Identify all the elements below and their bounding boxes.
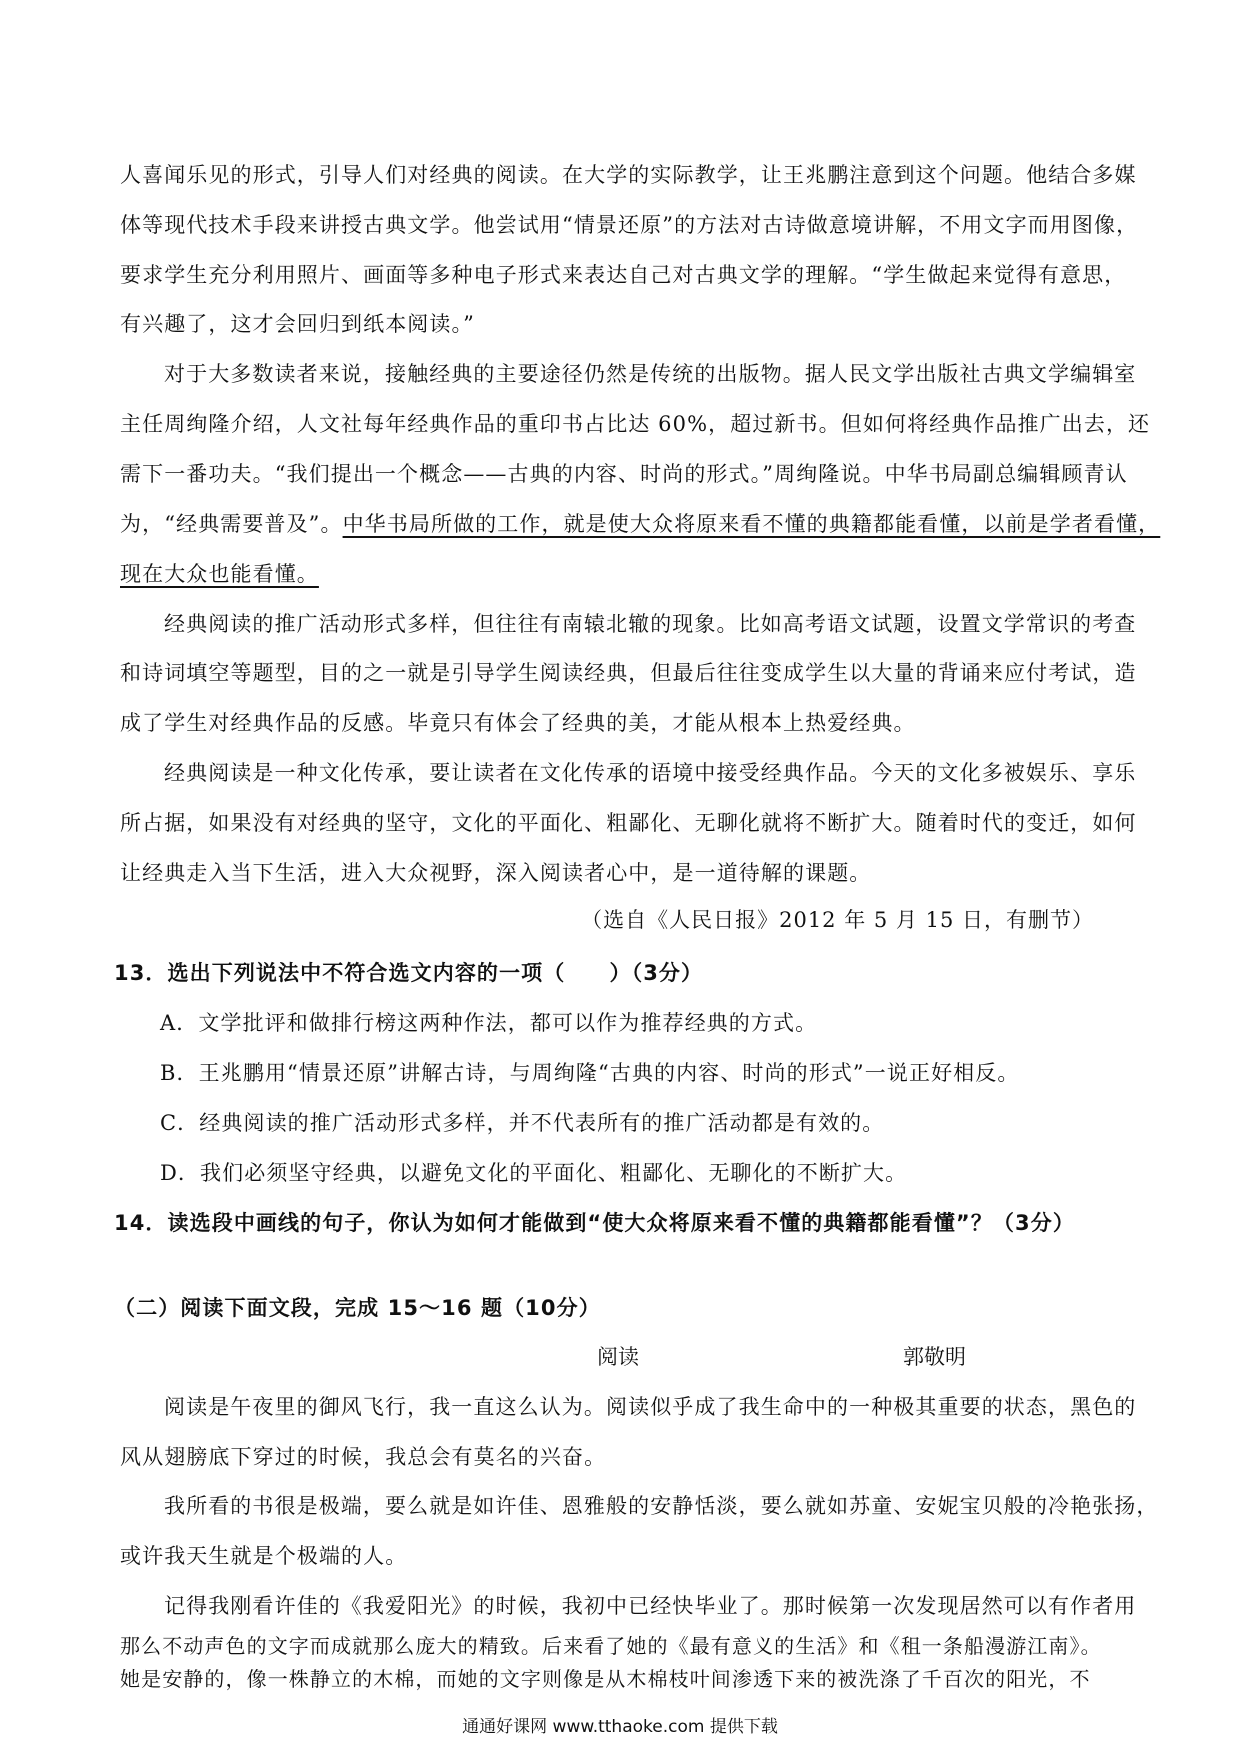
text-line: 主任周绚隆介绍，人文社每年经典作品的重印书占比达 60%，超过新书。但如何将经典作品推广出去，还	[120, 412, 1151, 436]
question-13: 13．选出下列说法中不符合选文内容的一项（ ）（3分）	[114, 961, 704, 985]
option-a: A．文学批评和做排行榜这两种作法，都可以作为推荐经典的方式。	[160, 1011, 818, 1035]
text-line: 那么不动声色的文字而成就那么庞大的精致。后来看了她的《最有意义的生活》和《租一条船漫游江南》。	[120, 1634, 1102, 1658]
text-line: 让经典走入当下生活，进入大众视野，深入阅读者心中，是一道待解的课题。	[120, 861, 872, 885]
text-line: 我所看的书很是极端，要么就是如许佳、恩雅般的安静恬淡，要么就如苏童、安妮宝贝般的冷艳张扬，	[164, 1494, 1159, 1518]
text-line: 对于大多数读者来说，接触经典的主要途径仍然是传统的出版物。据人民文学出版社古典文学编辑室	[164, 362, 1137, 386]
text-line: 体等现代技术手段来讲授古典文学。他尝试用“情景还原”的方法对古诗做意境讲解，不用文字而用图像，	[120, 213, 1139, 237]
text-line: 要求学生充分利用照片、画面等多种电子形式来表达自己对古典文学的理解。“学生做起来觉得有意思，	[120, 263, 1127, 287]
text-line: 风从翅膀底下穿过的时候，我总会有莫名的兴奋。	[120, 1445, 607, 1469]
option-d: D．我们必须坚守经典，以避免文化的平面化、粗鄙化、无聊化的不断扩大。	[160, 1161, 908, 1185]
text-line: 和诗词填空等题型，目的之一就是引导学生阅读经典，但最后往往变成学生以大量的背诵来应付考试，造	[120, 661, 1137, 685]
option-b: B．王兆鹏用“情景还原”讲解古诗，与周绚隆“古典的内容、时尚的形式”一说正好相反。	[160, 1061, 1020, 1085]
text-line	[120, 559, 1120, 589]
underlined-sentence: 现在大众也能看懂。	[120, 562, 319, 586]
article-title: 阅读	[597, 1345, 639, 1369]
text-line: 经典阅读的推广活动形式多样，但往往有南辕北辙的现象。比如高考语文试题，设置文学常识的考查	[164, 612, 1137, 636]
text-line: 需下一番功夫。“我们提出一个概念——古典的内容、时尚的形式。”周绚隆说。中华书局副总编辑顾青认	[120, 462, 1128, 486]
text-line: 所占据，如果没有对经典的坚守，文化的平面化、粗鄙化、无聊化就将不断扩大。随着时代的变迁，如何	[120, 811, 1137, 835]
underlined-sentence: 中华书局所做的工作，就是使大众将原来看不懂的典籍都能看懂，以前是学者看懂，	[342, 512, 1161, 536]
source-citation: （选自《人民日报》2012 年 5 月 15 日，有删节）	[581, 908, 1094, 932]
text-line: 她是安静的，像一株静立的木棉，而她的文字则像是从木棉枝叶间渗透下来的被洗涤了千百次的阳光，不	[120, 1667, 1091, 1691]
text-line: 记得我刚看许佳的《我爱阳光》的时候，我初中已经快毕业了。那时候第一次发现居然可以有作者用	[164, 1594, 1137, 1618]
plain-text: 为，“经典需要普及”。	[120, 512, 343, 536]
option-c: C．经典阅读的推广活动形式多样，并不代表所有的推广活动都是有效的。	[160, 1111, 885, 1135]
question-14: 14．读选段中画线的句子，你认为如何才能做到“使大众将原来看不懂的典籍都能看懂”？（3分）	[114, 1211, 1075, 1235]
text-line: 或许我天生就是个极端的人。	[120, 1544, 408, 1568]
text-line: 成了学生对经典作品的反感。毕竟只有体会了经典的美，才能从根本上热爱经典。	[120, 711, 916, 735]
text-line: 人喜闻乐见的形式，引导人们对经典的阅读。在大学的实际教学，让王兆鹏注意到这个问题。他结合多媒	[120, 163, 1137, 187]
text-line: 经典阅读是一种文化传承，要让读者在文化传承的语境中接受经典作品。今天的文化多被娱乐、享乐	[164, 761, 1137, 785]
page-footer: 通通好课网 www.tthaoke.com 提供下载	[462, 1717, 778, 1737]
section-heading: （二）阅读下面文段，完成 15～16 题（10分）	[114, 1296, 601, 1320]
article-author: 郭敬明	[903, 1345, 966, 1369]
text-line	[120, 509, 1161, 539]
text-line: 有兴趣了，这才会回归到纸本阅读。”	[120, 312, 475, 336]
text-line: 阅读是午夜里的御风飞行，我一直这么认为。阅读似乎成了我生命中的一种极其重要的状态，黑色的	[164, 1395, 1137, 1419]
